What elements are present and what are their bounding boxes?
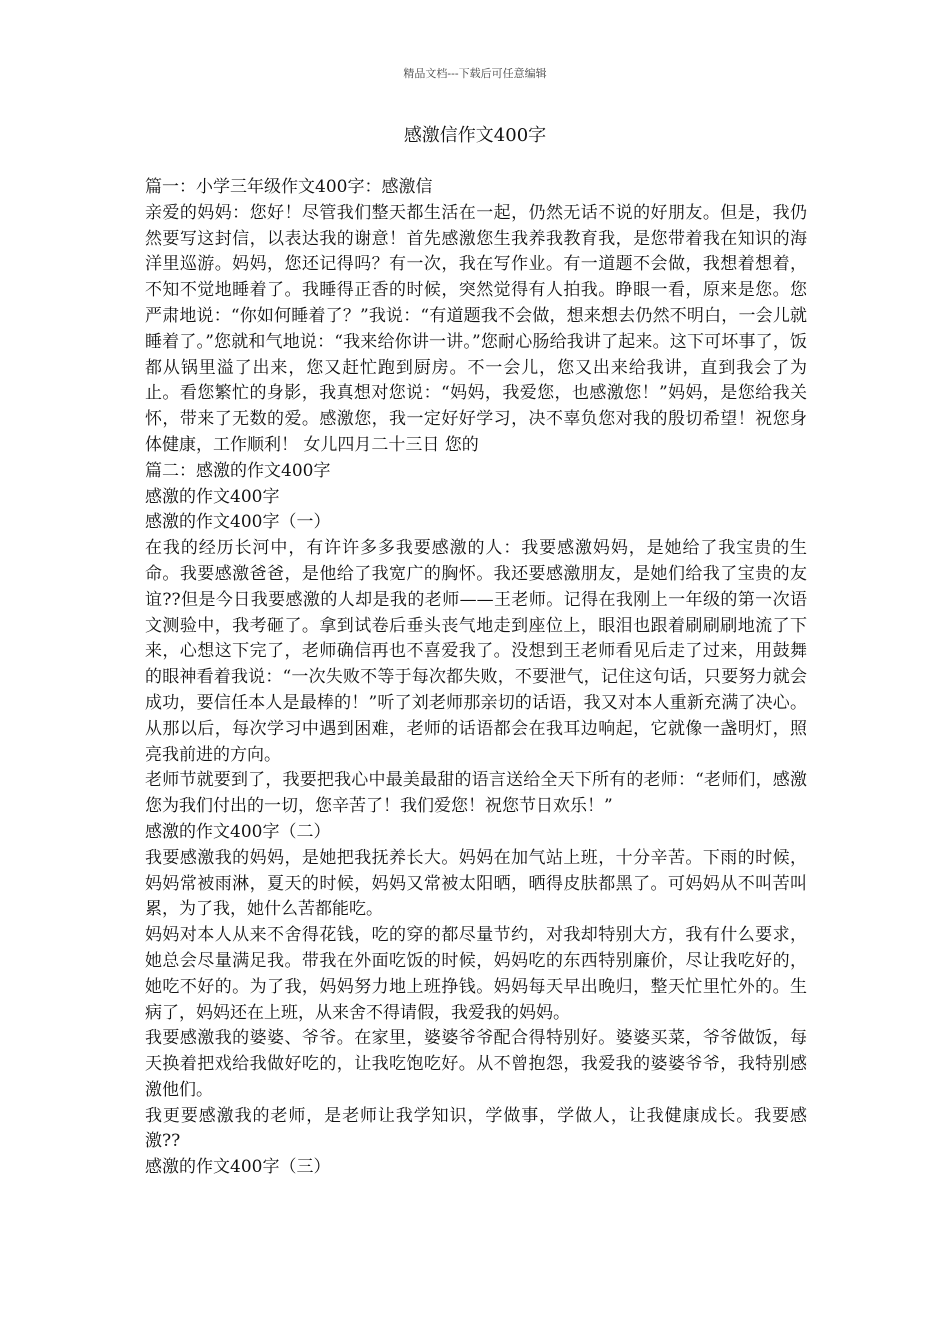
paragraph: 老师节就要到了，我要把我心中最美最甜的语言送给全天下所有的老师：“老师们，感激您为我们付出的一切，您辛苦了！我们爱您！祝您节日欢乐！” xyxy=(145,770,807,817)
paragraph: 我要感激我的婆婆、爷爷。在家里，婆婆爷爷配合得特别好。婆婆买菜，爷爷做饭，每天换着把戏给我做好吃的，让我吃饱吃好。从不曾抱怨，我爱我的婆婆爷爷，我特别感激他们。 xyxy=(145,1028,807,1100)
subheading: 感激的作文400字 xyxy=(145,486,280,507)
subheading: 感激的作文400字（三） xyxy=(145,1157,331,1178)
paragraph: 我要感激我的妈妈，是她把我抚养长大。妈妈在加气站上班，十分辛苦。下雨的时候，妈妈常被雨淋，夏天的时候，妈妈又常被太阳晒，晒得皮肤都黑了。可妈妈从不叫苦叫累，为了我，她什么苦都能吃。 xyxy=(145,847,807,920)
document-body xyxy=(145,175,807,1181)
subheading: 感激的作文400字（一） xyxy=(145,512,331,533)
paragraph: 我更要感激我的老师，是老师让我学知识，学做事，学做人，让我健康成长。我要感激?? xyxy=(145,1105,807,1152)
paragraph: 亲爱的妈妈：您好！尽管我们整天都生活在一起，仍然无话不说的好朋友。但是，我仍然要写这封信，以表达我的谢意！首先感激您生我养我教育我，是您带着我在知识的海洋里巡游。妈妈，您还记得吗？有一次，我在写作业。有一道题不会做，我想着想着，不知不觉地睡着了。我睡得正香的时候，突然觉得有人拍我。睁眼一看，原来是您。您严肃地说：“你如何睡着了？”我说：“有道题我不会做，想来想去仍然不明白，一会儿就睡着了。”您就和气地说：“我来给你讲一讲。”您耐心肠给我讲了起来。这下可坏事了，饭都从锅里溢了出来，您又赶忙跑到厨房。不一会儿，您又出来给我讲，直到我会了为止。看您繁忙的身影，我真想对您说：“妈妈，我爱您，也感激您！”妈妈，是您给我关怀，带来了无数的爱。感激您，我一定好好学习，决不辜负您对我的殷切希望！祝您身体健康，工作顺利！ 女儿四月二十三日 您的 xyxy=(145,202,807,455)
section-heading-1: 篇一：小学三年级作文400字：感激信 xyxy=(145,177,433,197)
paragraph: 妈妈对本人从来不舍得花钱，吃的穿的都尽量节约，对我却特别大方，我有什么要求，她总会尽量满足我。带我在外面吃饭的时候，妈妈吃的东西特别廉价，尽让我吃好的，她吃不好的。为了我，妈妈努力地上班挣钱。妈妈每天早出晚归，整天忙里忙外的。生病了，妈妈还在上班，从来舍不得请假，我爱我的妈妈。 xyxy=(145,925,807,1023)
page-header: 精品文档---下载后可任意编辑 xyxy=(403,67,547,80)
document-title: 感激信作文400字 xyxy=(403,125,547,146)
subheading: 感激的作文400字（二） xyxy=(145,821,331,842)
paragraph: 在我的经历长河中，有许许多多我要感激的人：我要感激妈妈，是她给了我宝贵的生命。我要感激爸爸，是他给了我宽广的胸怀。我还要感激朋友，是她们给我了宝贵的友谊??但是今日我要感激的人却是我的老师——王老师。记得在我刚上一年级的第一次语文测验中，我考砸了。拿到试卷后垂头丧气地走到座位上，眼泪也跟着刷刷刷地流了下来，心想这下完了，老师确信再也不喜爱我了。没想到王老师看见后走了过来，用鼓舞的眼神看着我说：“一次失败不等于每次都失败，不要泄气，记住这句话，只要努力就会成功，要信任本人是最棒的！”听了刘老师那亲切的话语，我又对本人重新充满了决心。从那以后，每次学习中遇到困难，老师的话语都会在我耳边响起，它就像一盏明灯，照亮我前进的方向。 xyxy=(145,538,807,765)
section-heading-2: 篇二：感激的作文400字 xyxy=(145,460,331,481)
